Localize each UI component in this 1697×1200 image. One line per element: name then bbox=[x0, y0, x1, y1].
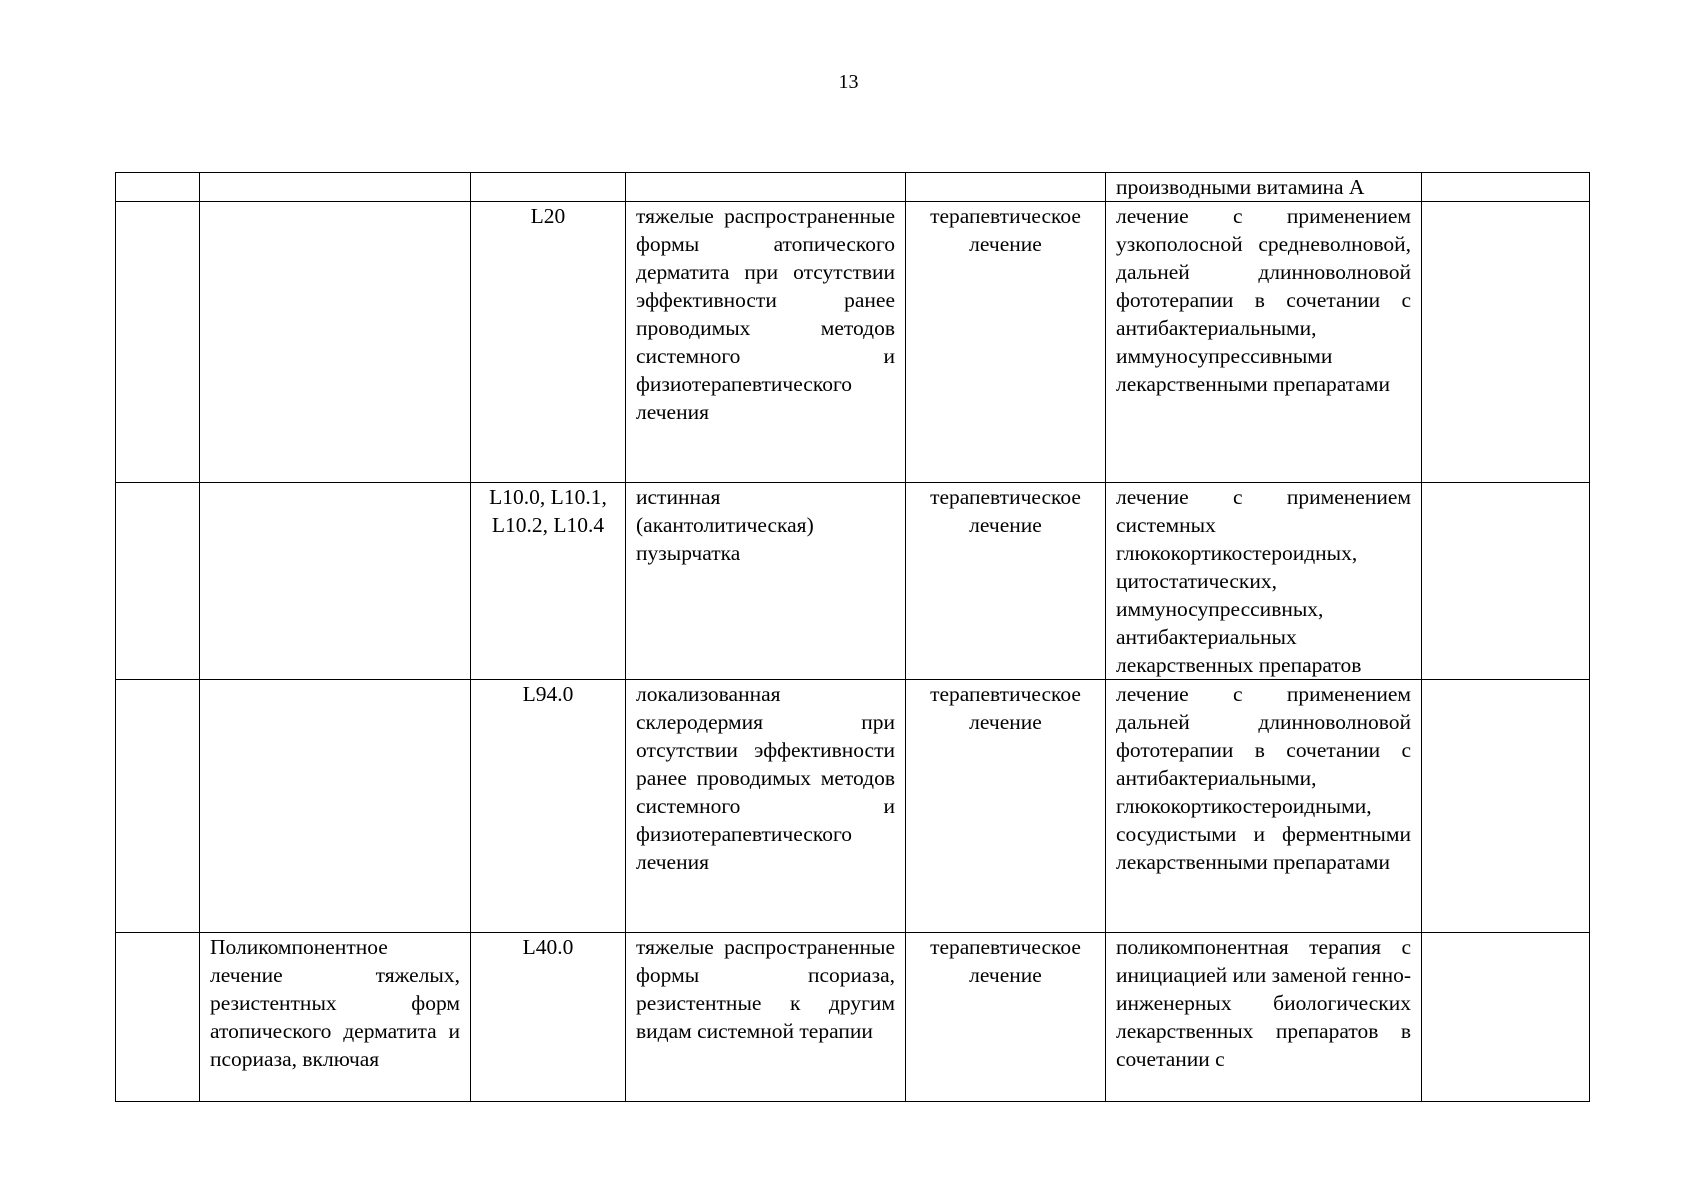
cell-patient-model: тяжелые распространенные формы псориаза, резистентные к другим видам системной терапии bbox=[626, 933, 906, 1102]
cell-treatment-name: Поликомпонентное лечение тяжелых, резистентных форм атопического дерматита и псориаза, включая bbox=[200, 933, 471, 1102]
cell-number bbox=[116, 173, 200, 202]
cell-treatment-name bbox=[200, 173, 471, 202]
cell-patient-model: локализованная склеродермия при отсутствии эффективности ранее проводимых методов системного и физиотерапевтического лечения bbox=[626, 680, 906, 933]
cell-icd-code: L40.0 bbox=[471, 933, 626, 1102]
cell-treatment-type: терапевтическое лечение bbox=[906, 202, 1106, 483]
table-row bbox=[116, 173, 1590, 202]
cell-treatment-name bbox=[200, 680, 471, 933]
table-row bbox=[116, 483, 1590, 680]
cell-treatment-name bbox=[200, 202, 471, 483]
cell-treatment-method: лечение с применением узкополосной средневолновой, дальней длинноволновой фототерапии в сочетании с антибактериальными, иммуносупрессивными лекарственными препаратами bbox=[1106, 202, 1422, 483]
cell-treatment-method: лечение с применением системных глюкокортикостероидных, цитостатических, иммуносупрессивных, антибактериальных лекарственных препаратов bbox=[1106, 483, 1422, 680]
cell-treatment-method: производными витамина А bbox=[1106, 173, 1422, 202]
cell-treatment-type: терапевтическое лечение bbox=[906, 483, 1106, 680]
table-row bbox=[116, 680, 1590, 933]
cell-number bbox=[116, 933, 200, 1102]
cell-norm bbox=[1422, 173, 1590, 202]
cell-patient-model bbox=[626, 173, 906, 202]
cell-patient-model: истинная (акантолитическая) пузырчатка bbox=[626, 483, 906, 680]
cell-number bbox=[116, 202, 200, 483]
cell-treatment-name bbox=[200, 483, 471, 680]
cell-number bbox=[116, 483, 200, 680]
cell-treatment-method: поликомпонентная терапия с инициацией или заменой генно-инженерных биологических лекарственных препаратов в сочетании с bbox=[1106, 933, 1422, 1102]
cell-norm bbox=[1422, 483, 1590, 680]
table-row bbox=[116, 202, 1590, 483]
cell-icd-code: L94.0 bbox=[471, 680, 626, 933]
cell-patient-model: тяжелые распространенные формы атопического дерматита при отсутствии эффективности ранее проводимых методов системного и физиотерапевтического лечения bbox=[626, 202, 906, 483]
cell-number bbox=[116, 680, 200, 933]
treatment-table bbox=[115, 172, 1590, 1102]
cell-treatment-type: терапевтическое лечение bbox=[906, 680, 1106, 933]
cell-icd-code: L10.0, L10.1, L10.2, L10.4 bbox=[471, 483, 626, 680]
cell-treatment-method: лечение с применением дальней длинноволновой фототерапии в сочетании с антибактериальными, глюкокортикостероидными, сосудистыми и ферментными лекарственными препаратами bbox=[1106, 680, 1422, 933]
cell-icd-code bbox=[471, 173, 626, 202]
cell-icd-code: L20 bbox=[471, 202, 626, 483]
cell-treatment-type bbox=[906, 173, 1106, 202]
page-number: 13 bbox=[838, 71, 859, 93]
cell-treatment-type: терапевтическое лечение bbox=[906, 933, 1106, 1102]
cell-norm bbox=[1422, 202, 1590, 483]
cell-norm bbox=[1422, 933, 1590, 1102]
table-row bbox=[116, 933, 1590, 1102]
cell-norm bbox=[1422, 680, 1590, 933]
